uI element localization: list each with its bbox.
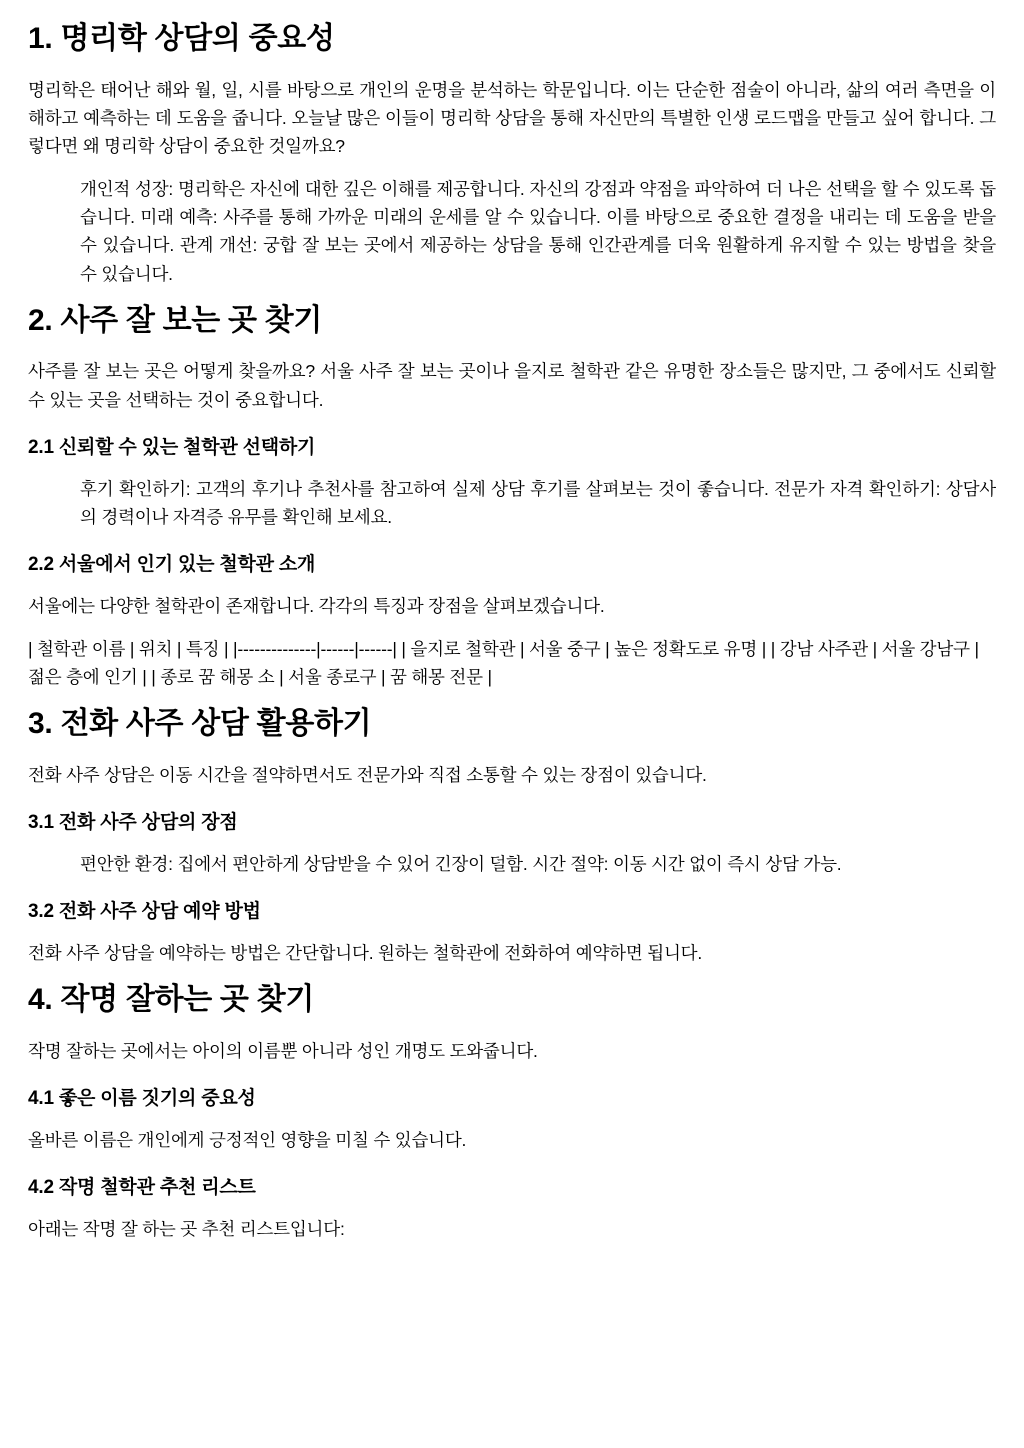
subsection-heading-3-2: 3.2 전화 사주 상담 예약 방법 [28, 901, 261, 923]
subsection-heading-2-1: 2.1 신뢰할 수 있는 철학관 선택하기 [28, 437, 316, 459]
section-heading-3: 3. 전화 사주 상담 활용하기 [28, 707, 372, 741]
subsection-3-2-paragraph-1: 전화 사주 상담을 예약하는 방법은 간단합니다. 원하는 철학관에 전화하여 예약하면 됩니다. [28, 942, 703, 963]
subsection-4-2-paragraph-1: 아래는 작명 잘 하는 곳 추천 리스트입니다: [28, 1218, 345, 1239]
subsection-heading-4-1: 4.1 좋은 이름 짓기의 중요성 [28, 1087, 256, 1109]
document-section-1 [28, 20, 996, 288]
document-section-2 [28, 302, 996, 691]
subsection-heading-2-2: 2.2 서울에서 인기 있는 철학관 소개 [28, 554, 316, 576]
section-heading-4: 4. 작명 잘하는 곳 찾기 [28, 983, 314, 1017]
subsection-4-1-paragraph-1: 올바른 이름은 개인에게 긍정적인 영향을 미칠 수 있습니다. [28, 1129, 467, 1150]
philosophy-hall-table-text: | 철학관 이름 | 위치 | 특징 | |--------------|------|------| | 을지로 철학관 | 서울 중구 | 높은 정확도로 유명 | | 강남 사주관 | 서울 강남구 | 젊은 층에 인기 | | 종로 꿈 해몽 소 | 서울 종로구 | 꿈 해몽 전문 | [28, 638, 979, 687]
subsection-2-1-paragraph-1: 후기 확인하기: 고객의 후기나 추천사를 참고하여 실제 상담 후기를 살펴보는 것이 좋습니다. 전문가 자격 확인하기: 상담사의 경력이나 자격증 유무를 확인해 보세요. [80, 478, 996, 528]
section-1-paragraph-2: 개인적 성장: 명리학은 자신에 대한 깊은 이해를 제공합니다. 자신의 강점과 약점을 파악하여 더 나은 선택을 할 수 있도록 돕습니다. 미래 예측: 사주를 통해 가까운 미래의 운세를 알 수 있습니다. 이를 바탕으로 중요한 결정을 내리는 데 도움을 받을 수 있습니다. 관계 개선: 궁합 잘 보는 곳에서 제공하는 상담을 통해 인간관계를 더욱 원활하게 유지할 수 있는 방법을 찾을 수 있습니다. [80, 178, 996, 284]
section-heading-1: 1. 명리학 상담의 중요성 [28, 22, 335, 55]
subsection-2-2-paragraph-1: 서울에는 다양한 철학관이 존재합니다. 각각의 특징과 장점을 살펴보겠습니다. [28, 596, 605, 617]
subsection-heading-3-1: 3.1 전화 사주 상담의 장점 [28, 812, 238, 834]
section-2-paragraph-1: 사주를 잘 보는 곳은 어떻게 찾을까요? 서울 사주 잘 보는 곳이나 을지로 철학관 같은 유명한 장소들은 많지만, 그 중에서도 신뢰할 수 있는 곳을 선택하는 것이 중요합니다. [28, 361, 996, 410]
document-section-3 [28, 705, 996, 967]
document-section-4 [28, 981, 996, 1243]
section-3-paragraph-1: 전화 사주 상담은 이동 시간을 절약하면서도 전문가와 직접 소통할 수 있는 장점이 있습니다. [28, 764, 707, 785]
section-heading-2: 2. 사주 잘 보는 곳 찾기 [28, 303, 323, 337]
section-1-paragraph-1: 명리학은 태어난 해와 월, 일, 시를 바탕으로 개인의 운명을 분석하는 학문입니다. 이는 단순한 점술이 아니라, 삶의 여러 측면을 이해하고 예측하는 데 도움을 줍니다. 오늘날 많은 이들이 명리학 상담을 통해 자신만의 특별한 인생 로드맵을 만들고 싶어 합니다. 그렇다면 왜 명리학 상담이 중요한 것일까요? [28, 79, 996, 157]
subsection-heading-4-2: 4.2 작명 철학관 추천 리스트 [28, 1176, 256, 1198]
section-4-paragraph-1: 작명 잘하는 곳에서는 아이의 이름뿐 아니라 성인 개명도 도와줍니다. [28, 1040, 538, 1061]
subsection-3-1-paragraph-1: 편안한 환경: 집에서 편안하게 상담받을 수 있어 긴장이 덜함. 시간 절약: 이동 시간 없이 즉시 상담 가능. [80, 853, 842, 874]
